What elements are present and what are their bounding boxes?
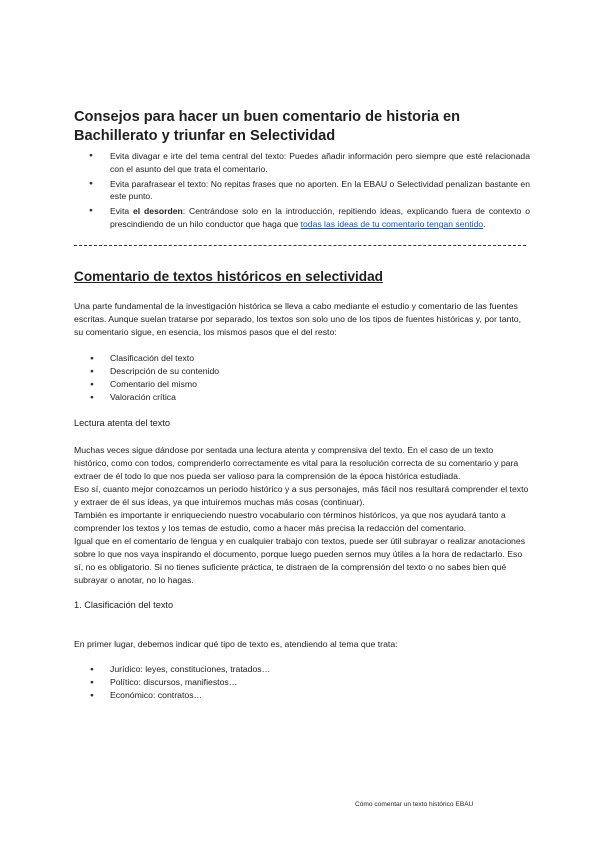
intro-paragraph: Una parte fundamental de la investigación histórica se lleva a cabo mediante el estudio y comentario de las fuentes escritas. Aunque suelan tratarse por separado, los textos son solo uno de los tipos de fuentes históricas y, por tanto, su comentario sigue, en esencia, los mismos pasos que el del resto: [74, 300, 522, 337]
tips-list [74, 150, 530, 231]
step-item: ● Descripción de su contenido [110, 365, 530, 378]
tip-bold: el desorden [133, 206, 183, 217]
classification-heading: 1. Clasificación del texto [74, 599, 174, 610]
steps-list [74, 352, 530, 405]
reading-paragraph: Igual que en el comentario de lengua y en cualquier trabajo con textos, puede ser útil subrayar o realizar anotaciones sobre lo que nos vaya inspirando el documento, porque luego pueden sernos muy útiles a la hora de redactarlo. Eso sí, no es obligatorio. Si no tienes suficiente práctica, te distraen de la comprensión del texto o no sabes bien qué subrayar o anotar, no lo hagas. [74, 535, 526, 585]
tip-item [110, 205, 530, 231]
dashed-separator [74, 245, 526, 246]
tip-prefix: Evita [110, 206, 133, 217]
footer-note: Cómo comentar un texto histórico EBAU [355, 801, 474, 808]
step-item: ● Clasificación del texto [110, 352, 530, 365]
step-item: ● Comentario del mismo [110, 378, 530, 391]
tip-rest: : Centrándose solo en la introducción, repitiendo ideas, explicando fuera de contexto o prescindiendo de un hilo conductor que haga que [110, 206, 530, 229]
reading-heading: Lectura atenta del texto [74, 417, 171, 428]
tip-item: ● Evita parafrasear el texto: No repitas frases que no aporten. En la EBAU o Selectividad penalizan bastante en este punto. [110, 178, 530, 204]
classification-intro: En primer lugar, debemos indicar qué tipo de texto es, atendiendo al tema que trata: [74, 638, 398, 649]
document-title: Consejos para hacer un buen comentario de historia en Bachillerato y triunfar en Selectividad [74, 109, 461, 144]
types-list [74, 663, 530, 703]
type-item: ● Jurídico: leyes, constituciones, tratados… [110, 663, 530, 676]
type-item: ● Económico: contratos… [110, 689, 530, 702]
reading-paragraph: Eso sí, cuanto mejor conozcamos un periodo histórico y a sus personajes, más fácil nos resultará comprender el texto y extraer de él sus ideas, ya que intuiremos muchas más cosas (continuar). [74, 483, 529, 507]
reading-paragraph: Muchas veces sigue dándose por sentada una lectura atenta y comprensiva del texto. En el caso de un texto histórico, como con todos, comprenderlo correctamente es vital para la resolución correcta de su comentario y para extraer de él todo lo que nos pueda ser valioso para la comprensión de la época histórica estudiada. [74, 444, 519, 481]
reading-paragraph: También es importante ir enriqueciendo nuestro vocabulario con términos históricos, ya que nos ayudará tanto a comprender los textos y los temas de estudio, como a hacer más precisa la redacción del comentario. [74, 509, 506, 533]
tip-link[interactable]: todas las ideas de tu comentario tengan sentido [300, 218, 484, 229]
document-content [74, 108, 530, 702]
section-title: Comentario de textos históricos en selectividad [74, 268, 383, 284]
tip-suffix: . [483, 218, 486, 229]
tip-item: ● Evita divagar e irte del tema central del texto: Puedes añadir información pero siempre que esté relacionada con el asunto del que trata el comentario. [110, 150, 530, 176]
step-item: ● Valoración crítica [110, 391, 530, 404]
type-item: ● Político: discursos, manifiestos… [110, 676, 530, 689]
